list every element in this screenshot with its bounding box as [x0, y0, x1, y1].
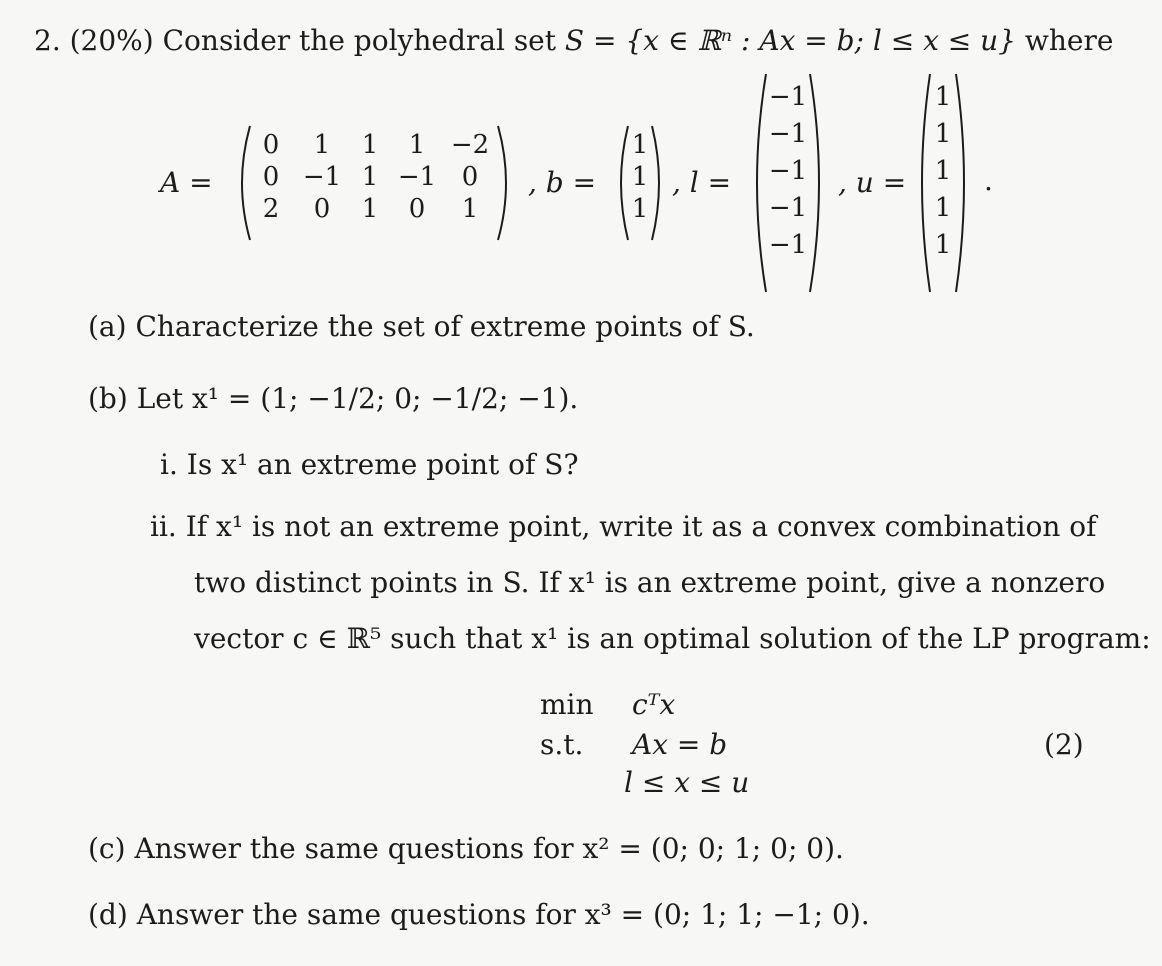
matrix-cell: 1: [408, 130, 426, 160]
part-b-text: Let x¹ = (1; −1/2; 0; −1/2; −1).: [136, 382, 579, 415]
subpart-ii-label: ii.: [150, 510, 177, 543]
problem-number: 2.: [34, 24, 61, 57]
part-a: [88, 310, 755, 343]
matrix-cell: 1: [631, 130, 649, 160]
vector-b: [612, 124, 668, 242]
matrix-cell: 1: [361, 130, 379, 160]
part-c-text: Answer the same questions for x² = (0; 0; 1; 0; 0).: [134, 832, 844, 865]
matrix-cell: 0: [408, 194, 426, 224]
part-a-label: (a): [88, 310, 127, 343]
matrix-cell: 1: [934, 156, 952, 186]
matrix-cell: 0: [313, 194, 331, 224]
subpart-ii-line1: [150, 510, 1097, 543]
part-b: [88, 382, 578, 415]
lp-constraint-bounds: l ≤ x ≤ u: [624, 766, 750, 799]
lp-objective: cᵀx: [632, 688, 676, 721]
matrix-end-period: .: [984, 164, 993, 197]
part-d-text: Answer the same questions for x³ = (0; 1; 1; −1; 0).: [136, 898, 870, 931]
vector-l: [748, 72, 828, 294]
part-a-text: Characterize the set of extreme points of S.: [135, 310, 755, 343]
matrix-cell: −1: [768, 156, 808, 186]
problem-intro: Consider the polyhedral set: [162, 24, 557, 57]
matrix-cell: 1: [631, 162, 649, 192]
subpart-i-text: Is x¹ an extreme point of S?: [186, 448, 579, 481]
problem-weight: (20%): [69, 24, 154, 57]
matrix-cell: 0: [262, 130, 280, 160]
matrix-A-cells: [246, 130, 498, 224]
subpart-i-label: i.: [160, 448, 178, 481]
matrix-cell: −1: [302, 162, 342, 192]
matrix-cell: 1: [361, 194, 379, 224]
subpart-i: [160, 448, 578, 481]
matrix-cell: −2: [450, 130, 490, 160]
matrix-cell: 1: [934, 82, 952, 112]
problem-header: [34, 24, 1113, 57]
right-paren: [954, 72, 972, 294]
set-definition: S = {x ∈ ℝⁿ : Ax = b; l ≤ x ≤ u}: [564, 24, 1016, 57]
matrix-cell: 1: [631, 194, 649, 224]
matrix-cell: 0: [461, 162, 479, 192]
matrix-cell: 0: [262, 162, 280, 192]
u-label: , u =: [838, 166, 907, 199]
part-b-label: (b): [88, 382, 128, 415]
right-paren: [650, 124, 668, 242]
right-paren: [496, 124, 516, 242]
part-c-label: (c): [88, 832, 126, 865]
matrix-cell: −1: [768, 119, 808, 149]
matrix-cell: −1: [768, 82, 808, 112]
matrix-cell: 1: [313, 130, 331, 160]
equation-number: (2): [1044, 728, 1084, 761]
part-d-label: (d): [88, 898, 128, 931]
part-c: [88, 832, 844, 865]
where-word: where: [1024, 24, 1114, 57]
subpart-ii-line3: vector c ∈ ℝ⁵ such that x¹ is an optimal solution of the LP program:: [194, 622, 1151, 655]
lp-constraint-equality: Ax = b: [632, 728, 728, 761]
A-label: A =: [160, 166, 213, 199]
lp-min: min: [540, 688, 594, 721]
matrix-cell: 1: [461, 194, 479, 224]
matrix-cell: −1: [397, 162, 437, 192]
matrix-cell: 1: [934, 193, 952, 223]
matrix-A: [232, 124, 516, 242]
subpart-ii-line2: two distinct points in S. If x¹ is an extreme point, give a nonzero: [194, 566, 1106, 599]
lp-st: s.t.: [540, 728, 584, 761]
matrix-cell: −1: [768, 193, 808, 223]
right-paren: [808, 72, 828, 294]
part-d: [88, 898, 870, 931]
matrix-cell: 1: [934, 119, 952, 149]
matrix-cell: −1: [768, 230, 808, 260]
matrix-cell: 1: [361, 162, 379, 192]
l-label: , l =: [672, 166, 732, 199]
vector-u: [914, 72, 972, 294]
b-label: , b =: [528, 166, 597, 199]
matrix-cell: 1: [934, 230, 952, 260]
matrix-cell: 2: [262, 194, 280, 224]
subpart-ii-line1-text: If x¹ is not an extreme point, write it as a convex combination of: [185, 510, 1097, 543]
